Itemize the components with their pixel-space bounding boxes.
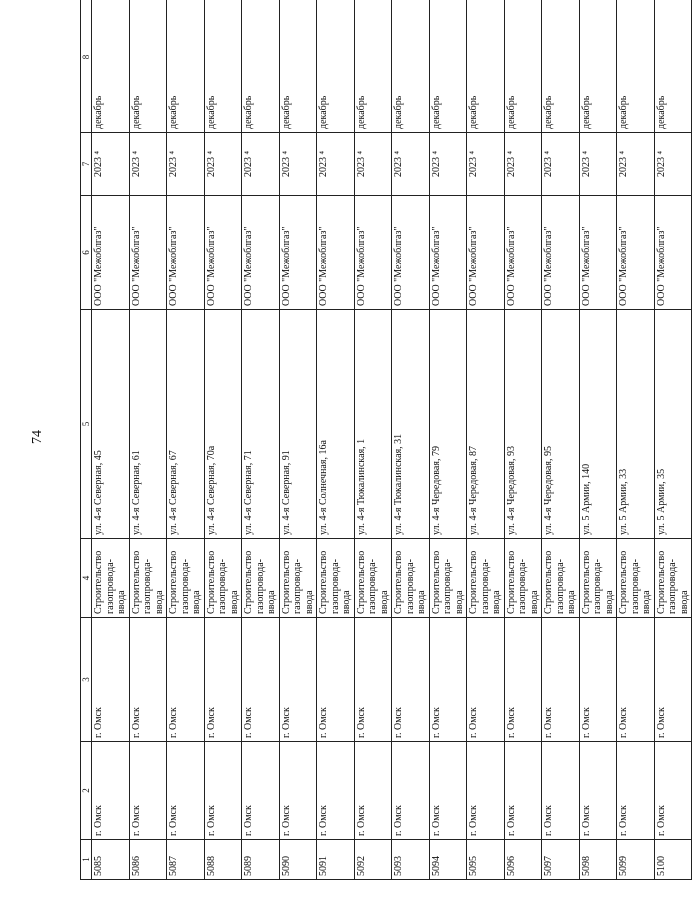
year-cell: 2023 ⁴ xyxy=(429,133,467,196)
district-cell: г. Омск xyxy=(317,742,355,840)
table-row xyxy=(579,0,617,880)
year-cell: 2023 ⁴ xyxy=(129,133,167,196)
address-cell: ул. 5 Армии, 35 xyxy=(654,310,692,539)
month-cell: декабрь xyxy=(579,0,617,133)
table-row xyxy=(129,0,167,880)
work-type-cell: Строительство газопровода-ввода xyxy=(279,539,317,618)
city-cell: г. Омск xyxy=(204,618,242,742)
work-type-cell: Строительство газопровода-ввода xyxy=(204,539,242,618)
column-header: 6 xyxy=(81,196,92,310)
district-cell: г. Омск xyxy=(279,742,317,840)
month-cell: декабрь xyxy=(467,0,505,133)
organization-cell: ООО "Межоблгаз" xyxy=(129,196,167,310)
address-cell: ул. 4-я Северная, 71 xyxy=(242,310,280,539)
address-cell: ул. 4-я Северная, 70а xyxy=(204,310,242,539)
table-row xyxy=(204,0,242,880)
table-row xyxy=(317,0,355,880)
city-cell: г. Омск xyxy=(354,618,392,742)
organization-cell: ООО "Межоблгаз" xyxy=(429,196,467,310)
row-number-cell: 5097 xyxy=(542,840,580,880)
year-cell: 2023 ⁴ xyxy=(242,133,280,196)
table-body xyxy=(92,0,692,880)
year-cell: 2023 ⁴ xyxy=(92,133,130,196)
column-header: 4 xyxy=(81,539,92,618)
page-number: 74 xyxy=(30,430,45,444)
year-cell: 2023 ⁴ xyxy=(617,133,655,196)
column-header: 7 xyxy=(81,133,92,196)
month-cell: декабрь xyxy=(129,0,167,133)
year-cell: 2023 ⁴ xyxy=(392,133,430,196)
address-cell: ул. 4-я Северная, 61 xyxy=(129,310,167,539)
year-cell: 2023 ⁴ xyxy=(354,133,392,196)
rotated-table-wrapper xyxy=(80,38,690,880)
city-cell: г. Омск xyxy=(242,618,280,742)
table-row xyxy=(392,0,430,880)
month-cell: декабрь xyxy=(354,0,392,133)
table-row xyxy=(467,0,505,880)
table-row xyxy=(504,0,542,880)
year-cell: 2023 ⁴ xyxy=(167,133,205,196)
city-cell: г. Омск xyxy=(392,618,430,742)
work-type-cell: Строительство газопровода-ввода xyxy=(317,539,355,618)
organization-cell: ООО "Межоблгаз" xyxy=(654,196,692,310)
address-cell: ул. 4-я Чередовая, 93 xyxy=(504,310,542,539)
work-type-cell: Строительство газопровода-ввода xyxy=(242,539,280,618)
address-cell: ул. 4-я Северная, 45 xyxy=(92,310,130,539)
organization-cell: ООО "Межоблгаз" xyxy=(354,196,392,310)
column-header: 2 xyxy=(81,742,92,840)
work-type-cell: Строительство газопровода-ввода xyxy=(392,539,430,618)
city-cell: г. Омск xyxy=(504,618,542,742)
table-row xyxy=(654,0,692,880)
month-cell: декабрь xyxy=(654,0,692,133)
address-cell: ул. 5 Армии, 33 xyxy=(617,310,655,539)
city-cell: г. Омск xyxy=(317,618,355,742)
address-cell: ул. 4-я Чередовая, 87 xyxy=(467,310,505,539)
month-cell: декабрь xyxy=(242,0,280,133)
address-cell: ул. 4-я Северная, 67 xyxy=(167,310,205,539)
month-cell: декабрь xyxy=(429,0,467,133)
city-cell: г. Омск xyxy=(542,618,580,742)
column-header: 1 xyxy=(81,840,92,880)
address-cell: ул. 5 Армии, 140 xyxy=(579,310,617,539)
organization-cell: ООО "Межоблгаз" xyxy=(579,196,617,310)
year-cell: 2023 ⁴ xyxy=(654,133,692,196)
district-cell: г. Омск xyxy=(242,742,280,840)
work-type-cell: Строительство газопровода-ввода xyxy=(429,539,467,618)
city-cell: г. Омск xyxy=(279,618,317,742)
table-row xyxy=(92,0,130,880)
district-cell: г. Омск xyxy=(654,742,692,840)
month-cell: декабрь xyxy=(204,0,242,133)
column-header: 8 xyxy=(81,0,92,133)
row-number-cell: 5088 xyxy=(204,840,242,880)
organization-cell: ООО "Межоблгаз" xyxy=(167,196,205,310)
city-cell: г. Омск xyxy=(654,618,692,742)
organization-cell: ООО "Межоблгаз" xyxy=(279,196,317,310)
address-cell: ул. 4-я Тюкалинская, 31 xyxy=(392,310,430,539)
address-cell: ул. 4-я Солнечная, 16а xyxy=(317,310,355,539)
year-cell: 2023 ⁴ xyxy=(204,133,242,196)
year-cell: 2023 ⁴ xyxy=(579,133,617,196)
district-cell: г. Омск xyxy=(542,742,580,840)
city-cell: г. Омск xyxy=(617,618,655,742)
work-type-cell: Строительство газопровода-ввода xyxy=(617,539,655,618)
table-row xyxy=(279,0,317,880)
work-type-cell: Строительство газопровода-ввода xyxy=(654,539,692,618)
row-number-cell: 5094 xyxy=(429,840,467,880)
table-header-row xyxy=(81,0,92,880)
organization-cell: ООО "Межоблгаз" xyxy=(542,196,580,310)
organization-cell: ООО "Межоблгаз" xyxy=(617,196,655,310)
row-number-cell: 5089 xyxy=(242,840,280,880)
organization-cell: ООО "Межоблгаз" xyxy=(467,196,505,310)
row-number-cell: 5085 xyxy=(92,840,130,880)
district-cell: г. Омск xyxy=(467,742,505,840)
month-cell: декабрь xyxy=(317,0,355,133)
work-type-cell: Строительство газопровода-ввода xyxy=(92,539,130,618)
work-type-cell: Строительство газопровода-ввода xyxy=(579,539,617,618)
address-cell: ул. 4-я Чередовая, 79 xyxy=(429,310,467,539)
gas-works-table xyxy=(80,0,692,880)
year-cell: 2023 ⁴ xyxy=(504,133,542,196)
row-number-cell: 5095 xyxy=(467,840,505,880)
work-type-cell: Строительство газопровода-ввода xyxy=(467,539,505,618)
city-cell: г. Омск xyxy=(467,618,505,742)
column-header: 3 xyxy=(81,618,92,742)
month-cell: декабрь xyxy=(92,0,130,133)
work-type-cell: Строительство газопровода-ввода xyxy=(167,539,205,618)
row-number-cell: 5099 xyxy=(617,840,655,880)
row-number-cell: 5086 xyxy=(129,840,167,880)
district-cell: г. Омск xyxy=(504,742,542,840)
month-cell: декабрь xyxy=(279,0,317,133)
district-cell: г. Омск xyxy=(204,742,242,840)
month-cell: декабрь xyxy=(542,0,580,133)
table-row xyxy=(354,0,392,880)
row-number-cell: 5100 xyxy=(654,840,692,880)
organization-cell: ООО "Межоблгаз" xyxy=(392,196,430,310)
row-number-cell: 5093 xyxy=(392,840,430,880)
district-cell: г. Омск xyxy=(429,742,467,840)
year-cell: 2023 ⁴ xyxy=(542,133,580,196)
district-cell: г. Омск xyxy=(354,742,392,840)
year-cell: 2023 ⁴ xyxy=(279,133,317,196)
organization-cell: ООО "Межоблгаз" xyxy=(504,196,542,310)
row-number-cell: 5091 xyxy=(317,840,355,880)
row-number-cell: 5092 xyxy=(354,840,392,880)
table-row xyxy=(542,0,580,880)
city-cell: г. Омск xyxy=(92,618,130,742)
month-cell: декабрь xyxy=(167,0,205,133)
year-cell: 2023 ⁴ xyxy=(467,133,505,196)
table-row xyxy=(429,0,467,880)
row-number-cell: 5090 xyxy=(279,840,317,880)
column-header: 5 xyxy=(81,310,92,539)
address-cell: ул. 4-я Северная, 91 xyxy=(279,310,317,539)
district-cell: г. Омск xyxy=(392,742,430,840)
address-cell: ул. 4-я Чередовая, 95 xyxy=(542,310,580,539)
district-cell: г. Омск xyxy=(579,742,617,840)
city-cell: г. Омск xyxy=(167,618,205,742)
organization-cell: ООО "Межоблгаз" xyxy=(242,196,280,310)
row-number-cell: 5096 xyxy=(504,840,542,880)
table-row xyxy=(617,0,655,880)
month-cell: декабрь xyxy=(392,0,430,133)
address-cell: ул. 4-я Тюкалинская, 1 xyxy=(354,310,392,539)
work-type-cell: Строительство газопровода-ввода xyxy=(129,539,167,618)
district-cell: г. Омск xyxy=(167,742,205,840)
city-cell: г. Омск xyxy=(579,618,617,742)
organization-cell: ООО "Межоблгаз" xyxy=(317,196,355,310)
district-cell: г. Омск xyxy=(129,742,167,840)
city-cell: г. Омск xyxy=(129,618,167,742)
table-row xyxy=(167,0,205,880)
work-type-cell: Строительство газопровода-ввода xyxy=(354,539,392,618)
month-cell: декабрь xyxy=(504,0,542,133)
table-row xyxy=(242,0,280,880)
year-cell: 2023 ⁴ xyxy=(317,133,355,196)
work-type-cell: Строительство газопровода-ввода xyxy=(542,539,580,618)
organization-cell: ООО "Межоблгаз" xyxy=(204,196,242,310)
row-number-cell: 5087 xyxy=(167,840,205,880)
row-number-cell: 5098 xyxy=(579,840,617,880)
district-cell: г. Омск xyxy=(92,742,130,840)
district-cell: г. Омск xyxy=(617,742,655,840)
city-cell: г. Омск xyxy=(429,618,467,742)
month-cell: декабрь xyxy=(617,0,655,133)
work-type-cell: Строительство газопровода-ввода xyxy=(504,539,542,618)
organization-cell: ООО "Межоблгаз" xyxy=(92,196,130,310)
